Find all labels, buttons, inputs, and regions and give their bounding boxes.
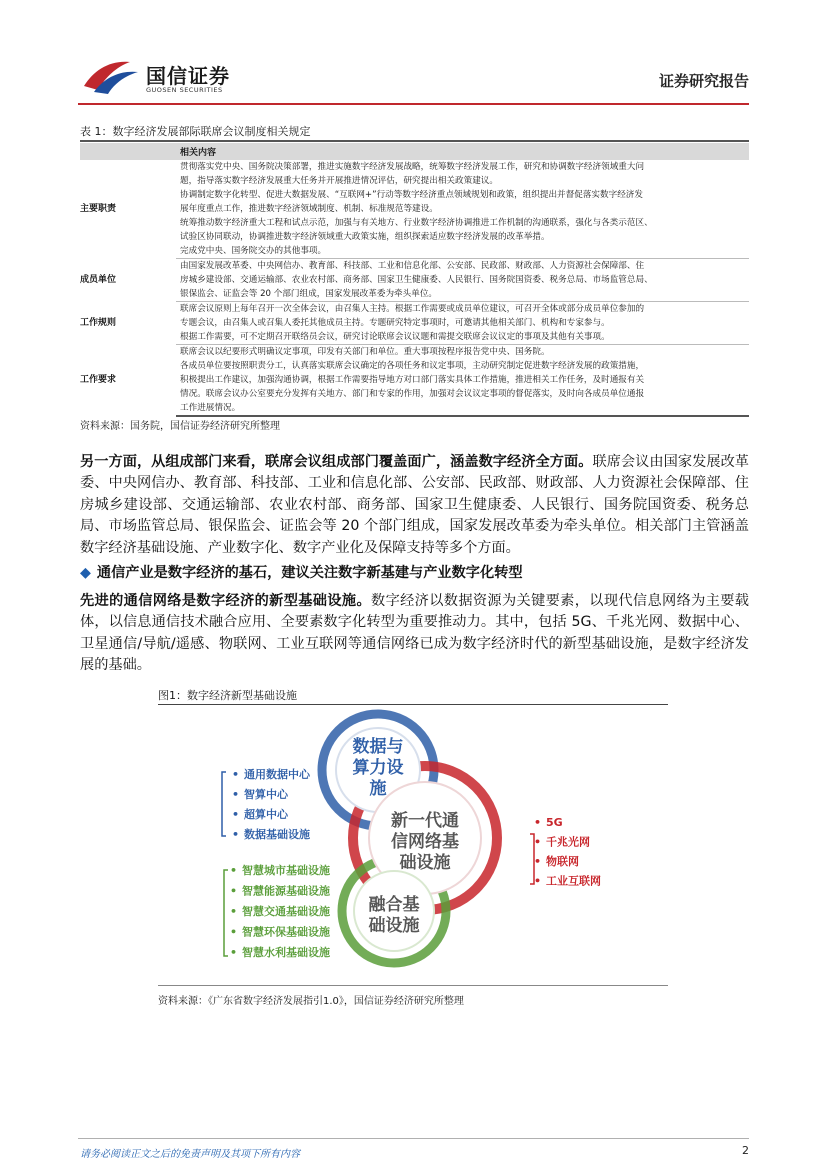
paragraph-infrastructure	[80, 591, 749, 677]
table-row	[80, 345, 749, 360]
table-row	[80, 401, 749, 416]
figure-title: 图1：数字经济新型基础设施	[158, 689, 297, 702]
bullet-dot-icon: •	[232, 808, 240, 821]
blue-item-list	[232, 767, 311, 841]
table-cell-line: 根据工作需要，可不定期召开联络员会议，研究讨论联席会议议题和需提交联席会议议定的事项及其他有关事项。	[176, 330, 749, 345]
table-row	[80, 287, 749, 302]
guosen-logo-icon	[80, 52, 142, 96]
table-row	[80, 273, 749, 287]
bullet-dot-icon: •	[230, 925, 238, 939]
table-row	[80, 216, 749, 230]
red-item-0: 5G	[546, 816, 563, 829]
green-item-3: 智慧环保基础设施	[242, 925, 330, 939]
table-cell-line: 展年度重点工作，推进数字经济领域制度、机制、标准规范等建设。	[180, 204, 438, 214]
table-cell-line: 协调制定数字化转型、促进大数据发展、“互联网+”行动等数字经济重点领域规划和政策，组织提出并督促落实数字经济发	[180, 190, 643, 200]
table-cell-line: 联席会议以纪要形式明确议定事项，印发有关部门和单位。重大事项按程序报告党中央、国务院。	[180, 347, 550, 357]
bullet-dot-icon: •	[232, 788, 240, 801]
blue-item-2: 超算中心	[244, 808, 288, 821]
data-circle-line-1: 数据与	[352, 737, 404, 757]
network-circle-line-3: 础设施	[399, 853, 451, 873]
table-row	[80, 373, 749, 387]
green-item-4: 智慧水利基础设施	[242, 946, 330, 959]
data-circle-line-2: 算力设	[352, 758, 404, 778]
blue-item-3: 数据基础设施	[244, 828, 310, 841]
blue-bracket	[222, 772, 226, 836]
table-row	[80, 302, 749, 317]
table-top-rule	[80, 140, 749, 142]
bullet-dot-icon: •	[230, 946, 238, 959]
table-cell-line: 试验区协同联动，协调推进数字经济领域重大政策实施，组织探索适应数字经济发展的改革举措。	[180, 232, 550, 242]
bullet-dot-icon: •	[232, 828, 240, 841]
table-cell-line: 工作进展情况。	[176, 401, 749, 416]
table-header-empty	[80, 143, 176, 160]
table-category: 工作规则	[80, 318, 117, 328]
paragraph-departments	[80, 452, 749, 559]
table-cell-line: 联席会议原则上每年召开一次全体会议，由召集人主持。根据工作需要或成员单位建议，可召开全体或部分成员单位参加的	[180, 304, 645, 314]
table-category: 工作要求	[80, 375, 117, 386]
regulation-table	[80, 143, 749, 417]
paragraph-lead: 先进的通信网络是数字经济的新型基础设施。	[80, 593, 372, 609]
fusion-circle-line-2: 础设施	[368, 916, 420, 936]
paragraph-text: 联席会议由国家发展改革委、中央网信办、教育部、科技部、工业和信息化部、公安部、民政部、财政部、人力资源社会保障部、住房城乡建设部、交通运输部、农业农村部、商务部、国家卫生健康委、人民银行、国务院国资委、税务总局、市场监管总局、银保监会、证监会等 20 个部门组成，国家发展改革委为牵头单位。相关部门主管涵盖数字经济基础设施、产业数字化、数字产业化及保障支持等多个方面。	[80, 454, 749, 556]
table-row	[80, 330, 749, 345]
table-cell-line: 房城乡建设部、交通运输部、农业农村部、商务部、国家卫生健康委、人民银行、国务院国资委、税务总局、市场监管总局、	[180, 275, 653, 285]
blue-item-0: 通用数据中心	[244, 768, 310, 781]
data-circle-line-3: 施	[369, 779, 387, 799]
table-category: 主要职责	[80, 204, 117, 215]
bullet-dot-icon: •	[534, 855, 542, 868]
table-cell-line: 完成党中央、国务院交办的其他事项。	[176, 244, 749, 259]
figure-top-rule	[158, 704, 668, 705]
figure-source: 资料来源：《广东省数字经济发展指引1.0》，国信证券经济研究所整理	[158, 996, 464, 1007]
paragraph-lead: 另一方面，从组成部门来看，联席会议组成部门覆盖面广，涵盖数字经济全方面。	[80, 454, 593, 470]
disclaimer-text: 请务必阅读正文之后的免责声明及其项下所有内容	[80, 1149, 300, 1160]
bullet-dot-icon: •	[230, 864, 238, 877]
table-title: 表 1：数字经济发展部际联席会议制度相关规定	[80, 125, 311, 138]
green-item-list	[230, 863, 330, 959]
logo-name-cn: 国信证券	[146, 64, 230, 88]
table-cell-line: 统筹推动数字经济重大工程和试点示范，加强与有关地方、行业数字经济协调推进工作机制的沟通联系，强化与各类示范区、	[180, 218, 653, 228]
green-bracket	[224, 870, 228, 956]
section-heading-text: 通信产业是数字经济的基石，建议关注数字新基建与产业数字化转型	[96, 565, 523, 581]
table-category: 成员单位	[80, 275, 117, 285]
bullet-dot-icon: •	[534, 835, 542, 849]
green-item-2: 智慧交通基础设施	[242, 905, 330, 918]
fusion-circle-line-1: 融合基	[368, 895, 420, 915]
section-heading	[80, 562, 523, 582]
red-item-3: 工业互联网	[546, 874, 601, 888]
table-cell-line: 由国家发展改革委、中央网信办、教育部、科技部、工业和信息化部、公安部、民政部、财政部、人力资源社会保障部、住	[180, 261, 645, 271]
header-divider	[78, 103, 749, 105]
green-item-0: 智慧城市基础设施	[242, 864, 330, 877]
table-cell-line: 专题会议，由召集人或召集人委托其他成员主持。专题研究特定事项时，可邀请其他相关部门、机构和专家参与。	[180, 318, 610, 328]
document-type: 证券研究报告	[658, 72, 749, 90]
table-source: 资料来源：国务院，国信证券经济研究所整理	[80, 421, 280, 432]
table-header-content: 相关内容	[176, 143, 749, 160]
bullet-dot-icon: •	[534, 874, 542, 888]
red-item-1: 千兆光网	[546, 835, 590, 849]
table-row	[80, 259, 749, 274]
diamond-bullet-icon: ◆	[80, 565, 91, 581]
logo-name-en: GUOSEN SECURITIES	[146, 86, 223, 94]
table-cell-line: 题，指导落实数字经济发展重大任务并开展推进情况评估，研究提出相关政策建议。	[180, 176, 498, 186]
table-cell-line: 银保监会、证监会等 20 个部门组成，国家发展改革委为牵头单位。	[176, 287, 749, 302]
table-row	[80, 387, 749, 401]
green-item-1: 智慧能源基础设施	[242, 884, 330, 898]
bullet-dot-icon: •	[534, 816, 542, 829]
table-row	[80, 244, 749, 259]
bullet-dot-icon: •	[232, 768, 240, 781]
red-item-2: 物联网	[546, 855, 579, 868]
footer-divider	[78, 1138, 749, 1139]
red-item-list	[534, 816, 601, 888]
figure-bottom-rule	[158, 985, 668, 986]
table-cell-line: 贯彻落实党中央、国务院决策部署，推进实施数字经济发展战略，统筹数字经济发展工作，研究和协调数字经济领域重大问	[180, 162, 645, 172]
table-row	[80, 174, 749, 188]
table-cell-line: 情况。联席会议办公室要充分发挥有关地方、部门和专家的作用，加强对会议议定事项的督促落实，及时向各成员单位通报	[180, 389, 645, 399]
network-circle-line-2: 信网络基	[391, 832, 459, 852]
table-row	[80, 202, 749, 216]
table-row	[80, 230, 749, 244]
table-row	[80, 160, 749, 174]
paragraph-text: 数字经济以数据资源为关键要素，以现代信息网络为主要载体，以信息通信技术融合应用、全要素数字化转型为重要推动力。其中，包括 5G、千兆光网、数据中心、卫星通信/导航/遥感、物联网、工业互联网等通信网络已成为数字经济时代的新型基础设施，是数字经济发展的基础。	[80, 593, 749, 674]
table-row	[80, 316, 749, 330]
page-number: 2	[742, 1144, 749, 1157]
blue-item-1: 智算中心	[244, 788, 288, 801]
bullet-dot-icon: •	[230, 884, 238, 898]
table-cell-line: 各成员单位要按照职责分工，认真落实联席会议确定的各项任务和议定事项，主动研究制定促进数字经济发展的政策措施，	[180, 361, 645, 371]
table-row	[80, 359, 749, 373]
bullet-dot-icon: •	[230, 905, 238, 918]
table-cell-line: 积极提出工作建议，加强沟通协调，根据工作需要指导地方对口部门落实具体工作措施，推进相关工作任务，及时通报有关	[180, 375, 645, 385]
table-row	[80, 188, 749, 202]
network-circle-line-1: 新一代通	[391, 811, 459, 831]
table-body	[80, 160, 749, 416]
infrastructure-diagram	[158, 706, 668, 984]
